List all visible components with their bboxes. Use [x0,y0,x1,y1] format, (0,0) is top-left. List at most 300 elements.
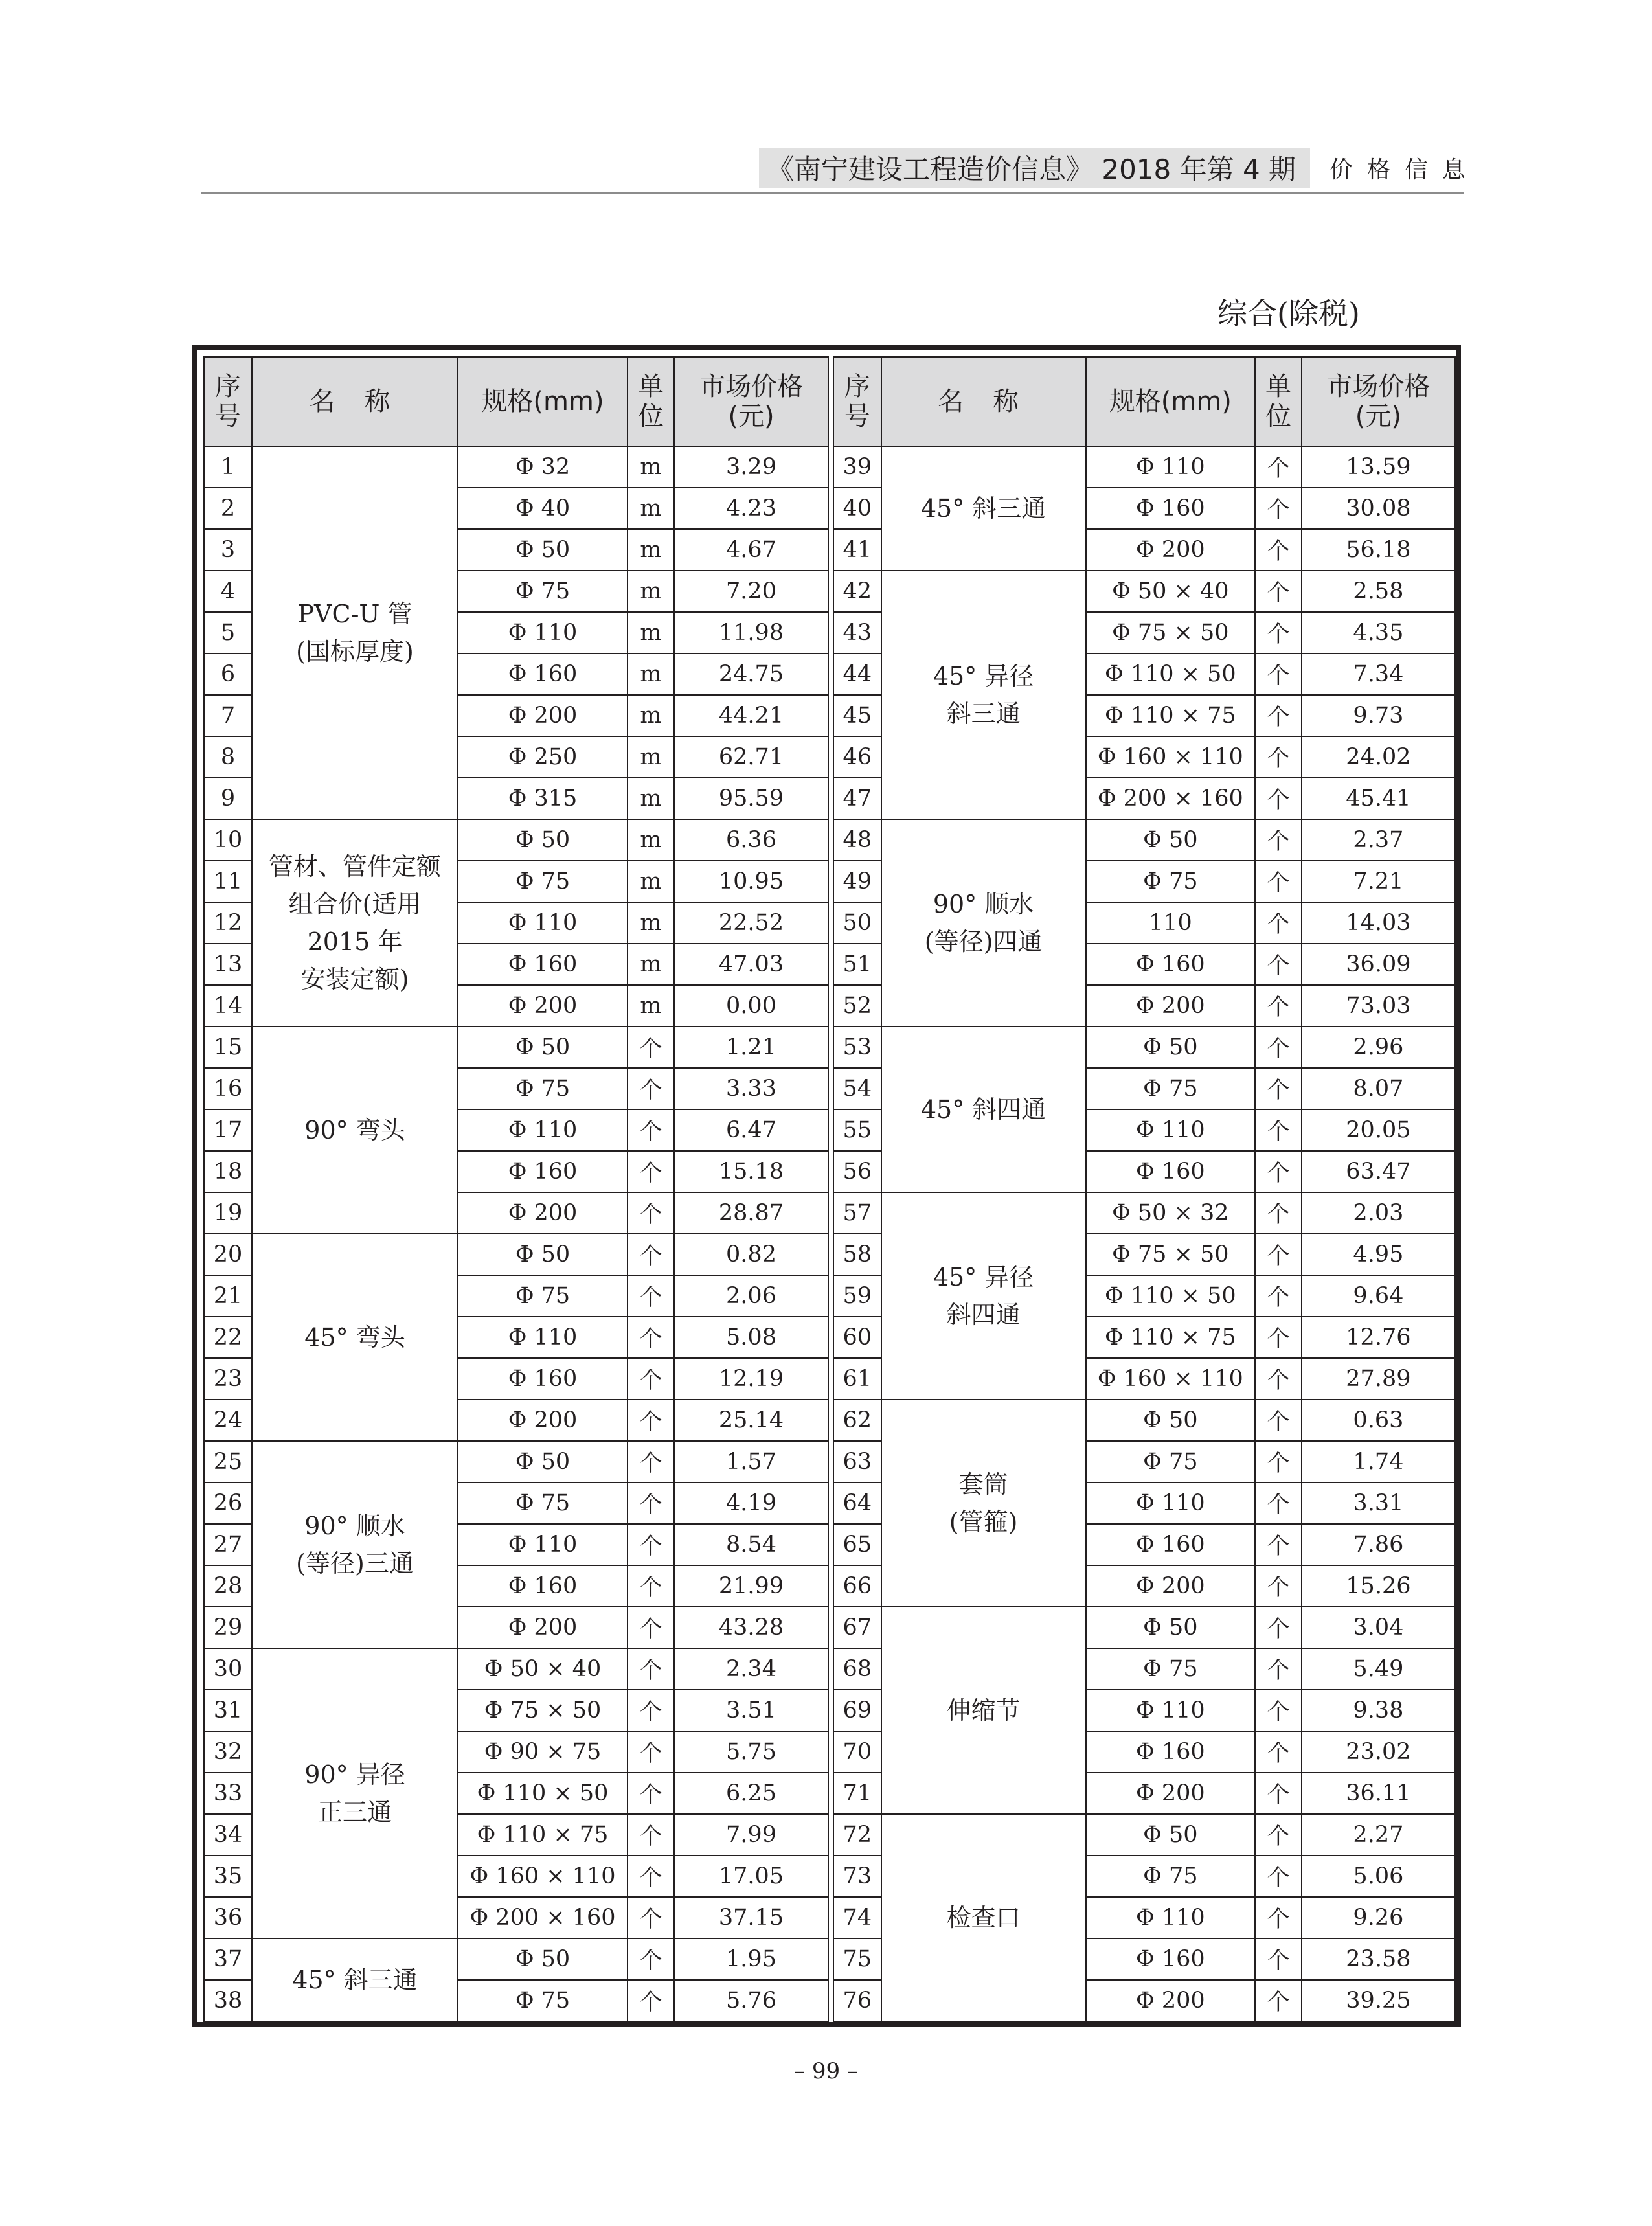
left-price-table [203,356,829,2022]
row-spec: Φ 110 [458,612,628,653]
row-unit: 个 [1255,1027,1302,1068]
row-spec: Φ 200 [458,985,628,1027]
row-price: 7.20 [674,571,828,612]
row-seq: 19 [204,1192,252,1234]
row-price: 8.54 [674,1524,828,1565]
row-price: 2.06 [674,1275,828,1317]
row-unit: 个 [628,1358,674,1400]
row-seq: 12 [204,902,252,944]
row-unit: 个 [628,1938,674,1980]
row-price: 39.25 [1302,1980,1455,2021]
row-unit: 个 [1255,1317,1302,1358]
row-unit: 个 [628,1068,674,1109]
item-name: 90° 顺水 (等径)四通 [881,819,1086,1027]
row-price: 3.33 [674,1068,828,1109]
row-price: 15.18 [674,1151,828,1192]
row-unit: 个 [628,1441,674,1482]
row-price: 6.25 [674,1773,828,1814]
row-unit: 个 [1255,1109,1302,1151]
row-seq: 65 [833,1524,881,1565]
row-price: 2.27 [1302,1814,1455,1856]
row-seq: 11 [204,861,252,902]
row-unit: 个 [1255,944,1302,985]
item-name: 90° 异径 正三通 [252,1648,458,1938]
row-price: 43.28 [674,1607,828,1648]
row-seq: 7 [204,695,252,736]
header-price-label: 市场价格(元) [699,372,803,431]
row-seq: 20 [204,1234,252,1275]
row-unit: 个 [1255,902,1302,944]
row-unit: 个 [1255,1234,1302,1275]
row-price: 3.04 [1302,1607,1455,1648]
table-header-row [833,357,1455,446]
row-price: 1.74 [1302,1441,1455,1482]
row-spec: Φ 50 [1086,1814,1256,1856]
row-spec: Φ 90 × 75 [458,1731,628,1773]
row-unit: 个 [1255,1731,1302,1773]
row-unit: 个 [1255,861,1302,902]
row-seq: 75 [833,1938,881,1980]
row-spec: Φ 32 [458,446,628,488]
journal-title: 《南宁建设工程造价信息》 2018 年第 4 期 [759,148,1310,188]
row-unit: 个 [628,1400,674,1441]
price-table-frame [192,345,1461,2027]
row-price: 73.03 [1302,985,1455,1027]
table-row [833,571,1455,612]
row-spec: Φ 200 [1086,985,1256,1027]
row-spec: Φ 75 [1086,1068,1256,1109]
right-table-body [833,446,1455,2021]
row-spec: Φ 50 × 32 [1086,1192,1256,1234]
row-unit: m [628,488,674,529]
header-name [881,357,1086,446]
row-price: 12.76 [1302,1317,1455,1358]
row-spec: Φ 110 × 75 [1086,1317,1256,1358]
row-seq: 5 [204,612,252,653]
row-price: 2.03 [1302,1192,1455,1234]
row-unit: m [628,985,674,1027]
row-price: 36.11 [1302,1773,1455,1814]
row-price: 4.95 [1302,1234,1455,1275]
header-rule [201,192,1464,194]
row-price: 13.59 [1302,446,1455,488]
row-seq: 43 [833,612,881,653]
row-seq: 51 [833,944,881,985]
row-unit: m [628,778,674,819]
row-spec: Φ 250 [458,736,628,778]
table-row [204,1441,828,1482]
row-price: 24.02 [1302,736,1455,778]
row-unit: m [628,736,674,778]
row-price: 47.03 [674,944,828,985]
row-price: 23.02 [1302,1731,1455,1773]
row-spec: Φ 75 [458,861,628,902]
row-spec: Φ 75 [458,1275,628,1317]
item-name: 45° 异径 斜三通 [881,571,1086,819]
row-spec: Φ 50 [1086,1607,1256,1648]
row-seq: 37 [204,1938,252,1980]
row-spec: Φ 160 [458,1151,628,1192]
row-seq: 76 [833,1980,881,2021]
row-seq: 29 [204,1607,252,1648]
row-unit: 个 [1255,1690,1302,1731]
header-seq [204,357,252,446]
row-price: 2.58 [1302,571,1455,612]
row-price: 4.19 [674,1482,828,1524]
row-unit: 个 [628,1731,674,1773]
header-unit-label: 单位 [1265,372,1291,431]
row-unit: 个 [1255,695,1302,736]
row-price: 2.34 [674,1648,828,1690]
row-price: 3.51 [674,1690,828,1731]
row-spec: Φ 75 × 50 [1086,612,1256,653]
row-spec: Φ 160 × 110 [1086,1358,1256,1400]
row-spec: Φ 75 × 50 [1086,1234,1256,1275]
table-row [833,1192,1455,1234]
row-spec: Φ 110 × 50 [458,1773,628,1814]
table-row [204,1234,828,1275]
row-price: 17.05 [674,1856,828,1897]
row-price: 24.75 [674,653,828,695]
row-price: 3.31 [1302,1482,1455,1524]
row-price: 23.58 [1302,1938,1455,1980]
row-unit: 个 [1255,1565,1302,1607]
row-spec: Φ 75 [458,1980,628,2021]
row-seq: 69 [833,1690,881,1731]
row-price: 5.08 [674,1317,828,1358]
row-seq: 53 [833,1027,881,1068]
row-spec: Φ 50 [458,1027,628,1068]
table-row [833,819,1455,861]
header-spec [1086,357,1256,446]
row-unit: m [628,653,674,695]
row-spec: Φ 50 × 40 [458,1648,628,1690]
row-spec: Φ 200 [1086,1980,1256,2021]
row-unit: m [628,446,674,488]
row-price: 9.38 [1302,1690,1455,1731]
row-spec: Φ 200 [458,695,628,736]
table-row [204,1938,828,1980]
row-price: 5.76 [674,1980,828,2021]
row-seq: 48 [833,819,881,861]
row-spec: Φ 75 [1086,1441,1256,1482]
row-price: 0.82 [674,1234,828,1275]
row-price: 1.95 [674,1938,828,1980]
row-seq: 50 [833,902,881,944]
row-seq: 6 [204,653,252,695]
row-price: 0.63 [1302,1400,1455,1441]
item-name: 伸缩节 [881,1607,1086,1814]
row-spec: Φ 110 [458,1317,628,1358]
row-seq: 59 [833,1275,881,1317]
row-spec: Φ 50 [1086,1027,1256,1068]
row-price: 28.87 [674,1192,828,1234]
row-price: 9.26 [1302,1897,1455,1938]
row-seq: 44 [833,653,881,695]
header-name-label: 名 称 [309,387,401,416]
row-seq: 10 [204,819,252,861]
row-seq: 46 [833,736,881,778]
row-seq: 23 [204,1358,252,1400]
row-unit: 个 [1255,1938,1302,1980]
left-table-body [204,446,828,2021]
row-seq: 36 [204,1897,252,1938]
row-price: 10.95 [674,861,828,902]
row-seq: 13 [204,944,252,985]
row-spec: Φ 160 [1086,488,1256,529]
row-seq: 33 [204,1773,252,1814]
row-seq: 32 [204,1731,252,1773]
row-spec: Φ 110 × 50 [1086,1275,1256,1317]
header-seq-label: 序号 [844,372,870,431]
row-price: 36.09 [1302,944,1455,985]
table-row [833,1607,1455,1648]
row-seq: 9 [204,778,252,819]
row-price: 21.99 [674,1565,828,1607]
row-unit: 个 [628,1648,674,1690]
row-spec: Φ 50 [458,819,628,861]
row-spec: Φ 315 [458,778,628,819]
row-seq: 30 [204,1648,252,1690]
row-spec: Φ 50 [458,1938,628,1980]
row-spec: Φ 160 [1086,944,1256,985]
row-unit: 个 [1255,819,1302,861]
row-spec: Φ 200 [1086,529,1256,571]
row-seq: 68 [833,1648,881,1690]
row-seq: 18 [204,1151,252,1192]
row-unit: 个 [628,1897,674,1938]
header-seq [833,357,881,446]
row-spec: Φ 160 [1086,1524,1256,1565]
row-price: 7.86 [1302,1524,1455,1565]
row-seq: 14 [204,985,252,1027]
right-price-table [833,356,1456,2022]
row-spec: Φ 50 [1086,1400,1256,1441]
row-price: 0.00 [674,985,828,1027]
row-seq: 25 [204,1441,252,1482]
row-unit: 个 [628,1690,674,1731]
row-spec: Φ 50 [458,1234,628,1275]
row-price: 63.47 [1302,1151,1455,1192]
row-spec: Φ 75 [458,1068,628,1109]
row-spec: Φ 160 × 110 [458,1856,628,1897]
row-seq: 47 [833,778,881,819]
header-unit [628,357,674,446]
item-name: 管材、管件定额 组合价(适用 2015 年 安装定额) [252,819,458,1027]
row-spec: Φ 110 [1086,1690,1256,1731]
row-unit: 个 [1255,778,1302,819]
row-seq: 4 [204,571,252,612]
header-seq-label: 序号 [215,372,241,431]
row-seq: 22 [204,1317,252,1358]
row-price: 14.03 [1302,902,1455,944]
row-price: 2.37 [1302,819,1455,861]
row-price: 8.07 [1302,1068,1455,1109]
row-unit: m [628,571,674,612]
row-seq: 73 [833,1856,881,1897]
row-unit: 个 [628,1151,674,1192]
row-unit: 个 [1255,736,1302,778]
row-seq: 60 [833,1317,881,1358]
row-spec: Φ 40 [458,488,628,529]
row-spec: Φ 110 [1086,1109,1256,1151]
row-unit: 个 [1255,612,1302,653]
row-seq: 40 [833,488,881,529]
row-spec: Φ 200 [1086,1773,1256,1814]
row-unit: 个 [628,1027,674,1068]
row-spec: Φ 110 × 75 [1086,695,1256,736]
row-seq: 38 [204,1980,252,2021]
running-header [759,148,1480,188]
row-unit: 个 [1255,1192,1302,1234]
table-subtitle: 综合(除税) [1217,296,1360,331]
row-unit: 个 [1255,1773,1302,1814]
header-name [252,357,458,446]
row-price: 5.75 [674,1731,828,1773]
row-unit: 个 [628,1565,674,1607]
row-seq: 62 [833,1400,881,1441]
row-unit: 个 [1255,653,1302,695]
row-spec: Φ 160 [1086,1151,1256,1192]
row-price: 20.05 [1302,1109,1455,1151]
item-name: 45° 斜四通 [881,1027,1086,1192]
row-price: 44.21 [674,695,828,736]
row-seq: 55 [833,1109,881,1151]
row-unit: m [628,695,674,736]
row-spec: Φ 160 [1086,1731,1256,1773]
row-unit: 个 [1255,1358,1302,1400]
row-unit: 个 [1255,1980,1302,2021]
page-number: – 99 – [794,2058,858,2084]
table-row [204,446,828,488]
header-spec [458,357,628,446]
row-unit: 个 [1255,488,1302,529]
row-seq: 52 [833,985,881,1027]
row-spec: Φ 200 × 160 [458,1897,628,1938]
header-spec-label: 规格(mm) [481,387,604,416]
row-price: 1.21 [674,1027,828,1068]
row-seq: 61 [833,1358,881,1400]
row-price: 5.49 [1302,1648,1455,1690]
row-seq: 17 [204,1109,252,1151]
table-row [204,819,828,861]
row-price: 4.23 [674,488,828,529]
item-name: 90° 顺水 (等径)三通 [252,1441,458,1648]
row-spec: Φ 160 [458,944,628,985]
row-unit: 个 [1255,985,1302,1027]
row-unit: 个 [1255,1607,1302,1648]
row-unit: 个 [628,1192,674,1234]
row-spec: Φ 50 [1086,819,1256,861]
row-unit: m [628,819,674,861]
row-seq: 15 [204,1027,252,1068]
item-name: 套筒 (管箍) [881,1400,1086,1607]
row-price: 37.15 [674,1897,828,1938]
row-seq: 58 [833,1234,881,1275]
item-name: PVC-U 管 (国标厚度) [252,446,458,819]
row-price: 6.47 [674,1109,828,1151]
row-seq: 63 [833,1441,881,1482]
row-spec: Φ 200 × 160 [1086,778,1256,819]
header-name-label: 名 称 [938,387,1029,416]
row-spec: Φ 160 [458,653,628,695]
row-unit: 个 [628,1980,674,2021]
row-seq: 70 [833,1731,881,1773]
table-header-row [204,357,828,446]
right-table-container [833,356,1456,2022]
table-row [833,1027,1455,1068]
row-unit: 个 [1255,446,1302,488]
row-seq: 41 [833,529,881,571]
row-price: 2.96 [1302,1027,1455,1068]
row-unit: 个 [628,1773,674,1814]
row-unit: 个 [1255,1482,1302,1524]
row-seq: 8 [204,736,252,778]
table-row [204,1648,828,1690]
row-unit: m [628,529,674,571]
table-row [833,1400,1455,1441]
item-name: 45° 异径 斜四通 [881,1192,1086,1400]
row-spec: Φ 50 [458,529,628,571]
row-seq: 56 [833,1151,881,1192]
item-name: 45° 斜三通 [252,1938,458,2021]
row-unit: 个 [1255,1441,1302,1482]
row-price: 56.18 [1302,529,1455,571]
row-spec: Φ 200 [458,1192,628,1234]
row-price: 22.52 [674,902,828,944]
row-unit: 个 [628,1275,674,1317]
header-price [1302,357,1455,446]
row-spec: Φ 160 [458,1358,628,1400]
row-seq: 31 [204,1690,252,1731]
row-seq: 34 [204,1814,252,1856]
row-price: 45.41 [1302,778,1455,819]
row-seq: 72 [833,1814,881,1856]
item-name: 45° 弯头 [252,1234,458,1441]
row-seq: 45 [833,695,881,736]
row-spec: Φ 50 [458,1441,628,1482]
row-price: 7.99 [674,1814,828,1856]
row-unit: 个 [628,1607,674,1648]
row-spec: Φ 160 [1086,1938,1256,1980]
row-spec: Φ 110 [458,902,628,944]
row-unit: 个 [628,1109,674,1151]
row-unit: 个 [1255,571,1302,612]
row-unit: 个 [628,1814,674,1856]
row-spec: Φ 50 × 40 [1086,571,1256,612]
row-seq: 26 [204,1482,252,1524]
row-price: 7.21 [1302,861,1455,902]
header-unit-label: 单位 [638,372,664,431]
row-unit: m [628,902,674,944]
item-name: 检查口 [881,1814,1086,2021]
row-seq: 28 [204,1565,252,1607]
row-spec: Φ 75 [458,1482,628,1524]
section-title: 价格信息 [1330,156,1480,183]
row-seq: 54 [833,1068,881,1109]
row-unit: 个 [1255,1897,1302,1938]
row-unit: 个 [628,1234,674,1275]
row-price: 9.73 [1302,695,1455,736]
row-price: 1.57 [674,1441,828,1482]
row-price: 62.71 [674,736,828,778]
row-spec: Φ 110 [458,1524,628,1565]
row-spec: Φ 160 × 110 [1086,736,1256,778]
row-unit: 个 [628,1524,674,1565]
row-unit: 个 [1255,1524,1302,1565]
row-unit: 个 [1255,1151,1302,1192]
row-seq: 21 [204,1275,252,1317]
